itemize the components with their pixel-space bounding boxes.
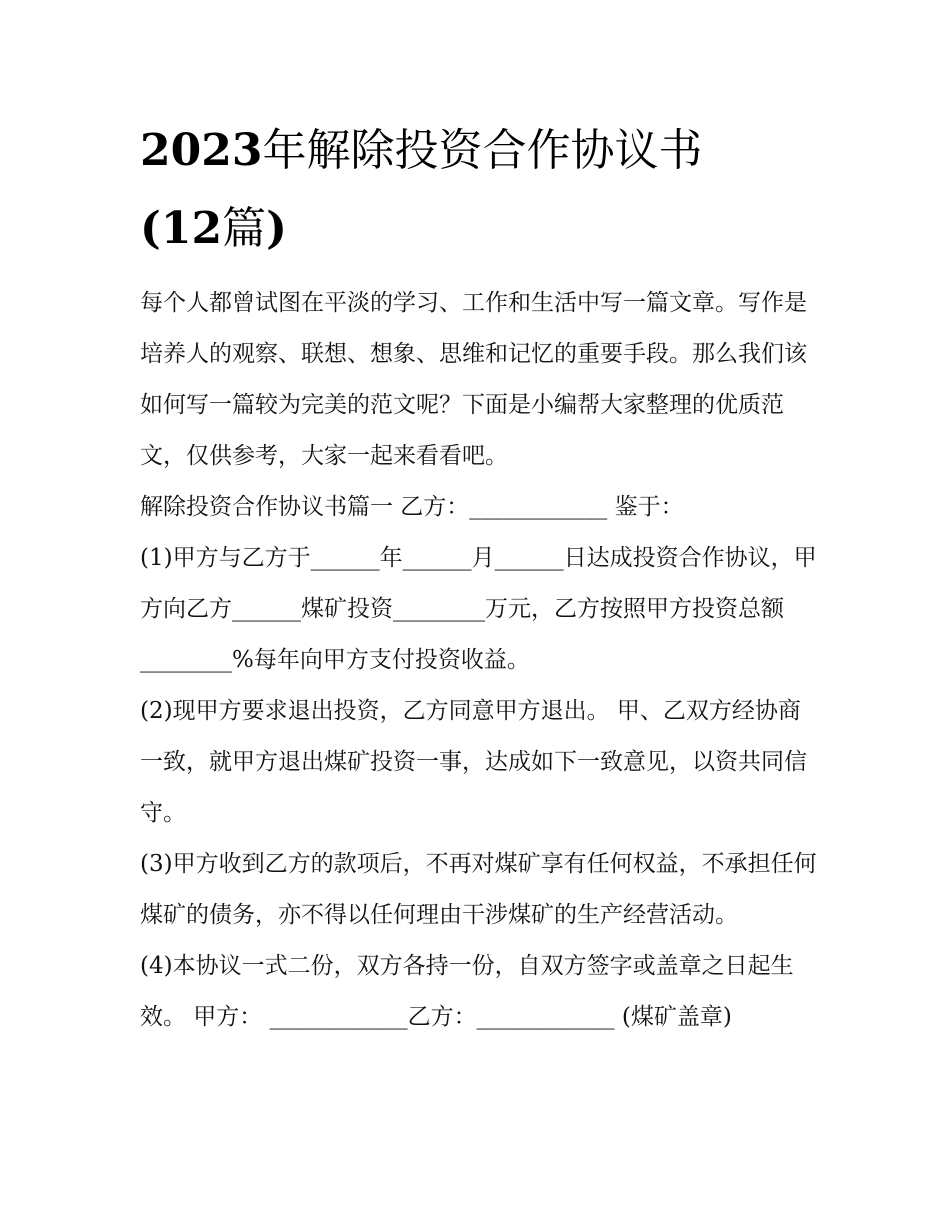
agreement-heading-paragraph: 解除投资合作协议书篇一 乙方：____________ 鉴于： (140, 494, 684, 520)
clause-3-paragraph: (3)甲方收到乙方的款项后，不再对煤矿享有任何权益，不承担任何煤矿的债务，亦不得以任何理由干涉煤矿的生产经营活动。 (140, 851, 817, 928)
title-year: 2023 (140, 125, 263, 176)
intro-paragraph: 每个人都曾试图在平淡的学习、工作和生活中写一篇文章。写作是培养人的观察、联想、想象、思维和记忆的重要手段。那么我们该如何写一篇较为完美的范文呢？下面是小编帮大家整理的优质范文，仅供参考，大家一起来看看吧。 (140, 290, 807, 469)
title-count: 12 (160, 203, 223, 254)
title-count-unit: 篇 (222, 203, 267, 254)
clause-1-paragraph: (1)甲方与乙方于______年______月______日达成投资合作协议，甲方向乙方______煤矿投资________万元，乙方按照甲方投资总额________%每年向甲方支付投资收益。 (140, 545, 817, 673)
title-paren-open: ( (140, 203, 161, 254)
clause-2-paragraph: (2)现甲方要求退出投资，乙方同意甲方退出。 甲、乙双方经协商一致，就甲方退出煤矿投资一事，达成如下一致意见，以资共同信守。 (140, 698, 807, 826)
document-title (140, 112, 820, 268)
clause-4-paragraph: (4)本协议一式二份，双方各持一份，自双方签字或盖章之日起生效。 甲方： ____________乙方：____________ (煤矿盖章) (140, 953, 794, 1030)
title-paren-close: ) (266, 203, 287, 254)
title-text: 年解除投资合作协议书 (262, 125, 703, 176)
document-body (140, 278, 820, 1043)
